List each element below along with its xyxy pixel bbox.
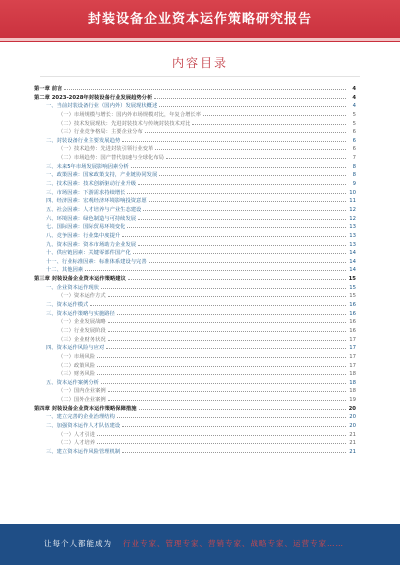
toc-leader-dots [108,390,346,392]
toc-entry[interactable] [34,163,356,172]
toc-entry-page: 16 [349,310,356,317]
toc-entry-label: （三）行业竞争格局：主要企业分布 [58,129,143,136]
toc-entry-label: 十二、其他因素 [46,267,84,274]
toc-entry-label: 十、供应链因素：关键零部件国产化 [46,250,131,257]
toc-entry-label: 八、竞争因素：行业集中度提升 [46,232,121,239]
footer-slogan: 让每个人都能成为 [44,539,112,548]
toc-entry-label: 三、未来5年市场发展影响因素分析 [46,163,129,170]
toc-entry-page: 6 [352,129,356,136]
toc-entry-label: 第四章 封装设备企业资本运作策略保障措施 [34,405,137,412]
toc-entry-page: 15 [349,284,356,291]
toc-leader-dots [127,226,346,228]
table-of-contents [34,85,356,457]
toc-entry-page: 7 [352,155,356,162]
toc-leader-dots [138,183,346,185]
toc-entry[interactable] [34,448,356,457]
toc-entry-page: 15 [349,293,356,300]
toc-entry[interactable] [34,362,356,371]
toc-entry-page: 18 [349,371,356,378]
toc-entry[interactable] [34,223,356,232]
toc-leader-dots [155,148,346,150]
toc-entry[interactable] [34,292,356,301]
toc-entry-page: 17 [349,362,356,369]
toc-entry[interactable] [34,396,356,405]
toc-entry[interactable] [34,275,356,284]
toc-entry-page: 21 [349,448,356,455]
toc-entry-page: 13 [349,224,356,231]
toc-leader-dots [117,416,346,418]
toc-entry-page: 20 [349,422,356,429]
toc-entry-label: 五、资本运作案例分析 [46,379,99,386]
toc-entry-page: 21 [349,440,356,447]
toc-entry-label: 一、建立完善的企业治理结构 [46,414,115,421]
toc-entry[interactable] [34,120,356,129]
toc-leader-dots [101,287,346,289]
toc-entry[interactable] [34,137,356,146]
toc-entry-page: 13 [349,241,356,248]
toc-entry-page: 17 [349,345,356,352]
toc-entry-page: 18 [349,379,356,386]
toc-leader-dots [122,451,346,453]
toc-leader-dots [122,140,346,142]
toc-entry[interactable] [34,379,356,388]
toc-leader-dots [159,105,346,107]
toc-entry[interactable] [34,318,356,327]
toc-entry-label: 一、政策因素：国家政策支持，产业链协同发展 [46,172,158,179]
toc-leader-dots [131,166,346,168]
toc-entry-page: 6 [352,137,356,144]
toc-entry[interactable] [34,232,356,241]
toc-leader-dots [143,209,346,211]
toc-leader-dots [108,321,346,323]
toc-leader-dots [108,339,346,341]
toc-entry-label: 五、社会因素：人才培养与产业生态建设 [46,206,142,213]
toc-entry[interactable] [34,197,356,206]
toc-entry[interactable] [34,327,356,336]
toc-entry[interactable] [34,439,356,448]
toc-leader-dots [145,131,346,133]
toc-entry-label: 二、资本运作模式 [46,302,89,309]
toc-leader-dots [64,88,346,90]
toc-entry-label: （一）市场规模与增长：国内外市场规模对比，年复合增长率 [58,111,202,118]
toc-entry[interactable] [34,189,356,198]
toc-leader-dots [117,313,346,315]
toc-entry-page: 18 [349,388,356,395]
toc-entry-page: 16 [349,327,356,334]
toc-entry-label: 第三章 封装设备企业资本运作策略建议 [34,276,126,283]
toc-entry[interactable] [34,431,356,440]
toc-entry-page: 17 [349,353,356,360]
banner-stripe [0,38,400,41]
toc-entry[interactable] [34,387,356,396]
page-footer [0,524,400,565]
toc-entry[interactable] [34,171,356,180]
toc-entry[interactable] [34,284,356,293]
toc-entry-label: 一、企业资本运作现状 [46,284,99,291]
toc-entry-label: 第一章 前言 [34,86,63,92]
toc-entry[interactable] [34,206,356,215]
toc-entry[interactable] [34,249,356,258]
toc-entry-label: （一）市场风险 [58,353,96,360]
toc-entry-page: 13 [349,232,356,239]
toc-leader-dots [149,261,346,263]
toc-leader-dots [138,218,346,220]
toc-leader-dots [154,97,346,99]
toc-entry-label: 四、经济因素：宏观经济环境影响投资意愿 [46,198,147,205]
toc-entry-page: 16 [349,319,356,326]
toc-entry-label: 二、封装设备行业主要发展趋势 [46,137,121,144]
toc-leader-dots [97,365,346,367]
toc-leader-dots [97,442,346,444]
toc-entry-label: 四、资本运作风险与应对 [46,345,105,352]
toc-entry[interactable] [34,266,356,275]
toc-entry-label: 六、环境因素：绿色制造与可持续发展 [46,215,137,222]
toc-heading-rule [40,76,360,77]
toc-entry-label: 二、技术因素：技术创新驱动行业升级 [46,181,137,188]
toc-entry[interactable] [34,336,356,345]
toc-entry-page: 12 [349,206,356,213]
toc-leader-dots [106,347,346,349]
toc-leader-dots [138,244,346,246]
toc-entry-page: 5 [352,111,356,118]
toc-entry-label: （一）人才引进 [58,431,96,438]
toc-entry-label: （一）企业发展战略 [58,319,106,326]
footer-tagline: 行业专家、管理专家、营销专家、战略专家、运营专家…… [123,539,344,548]
toc-entry[interactable] [34,353,356,362]
toc-entry-page: 21 [349,431,356,438]
toc-entry-page: 6 [352,146,356,153]
toc-entry-page: 4 [352,86,356,92]
toc-entry-label: （三）企业财务状况 [58,336,106,343]
toc-entry-label: 三、建立资本运作风险管理机制 [46,448,121,455]
toc-entry-page: 12 [349,215,356,222]
toc-entry-page: 20 [348,405,356,412]
toc-entry[interactable] [34,215,356,224]
toc-entry[interactable] [34,241,356,250]
toc-entry-page: 11 [349,198,356,205]
toc-entry-label: （二）政策风险 [58,362,96,369]
toc-entry-label: 七、国际因素：国际贸易环境变化 [46,224,126,231]
toc-leader-dots [108,399,346,401]
toc-entry-label: 二、加强资本运作人才队伍建设 [46,422,121,429]
toc-entry[interactable] [34,422,356,431]
toc-entry[interactable] [34,258,356,267]
toc-entry-page: 20 [349,414,356,421]
toc-leader-dots [108,330,346,332]
toc-entry-label: （一）资本运作方式 [58,293,106,300]
toc-entry-label: 第二章 2023-2028年封装设备行业发展趋势分析 [34,94,153,101]
toc-entry[interactable] [34,301,356,310]
toc-leader-dots [101,382,346,384]
toc-entry[interactable] [34,413,356,422]
report-title: 封装设备企业资本运作策略研究报告 [87,12,312,27]
toc-entry-page: 4 [352,94,356,101]
toc-entry[interactable] [34,405,356,414]
toc-leader-dots [85,269,346,271]
toc-entry-page: 5 [352,120,356,127]
toc-entry-page: 15 [348,276,356,283]
toc-leader-dots [108,295,346,297]
toc-entry-page: 14 [349,258,356,265]
toc-entry[interactable] [34,370,356,379]
toc-leader-dots [159,174,346,176]
toc-leader-dots [122,235,346,237]
toc-leader-dots [139,408,347,410]
toc-leader-dots [192,123,346,125]
toc-leader-dots [133,252,346,254]
toc-leader-dots [90,304,346,306]
toc-entry-page: 16 [349,302,356,309]
toc-entry-label: 十一、行业标准因素：标准体系建设与完善 [46,258,147,265]
toc-entry-page: 8 [352,172,356,179]
toc-entry[interactable] [34,180,356,189]
toc-entry-page: 8 [352,163,356,170]
toc-entry-page: 9 [352,181,356,188]
toc-entry[interactable] [34,111,356,120]
toc-entry-label: 一、当前封装设备行业（国内外）发展现状概述 [46,103,158,110]
toc-entry[interactable] [34,85,356,94]
toc-entry-label: （三）财务风险 [58,371,96,378]
toc-entry-label: （二）国外企业案例 [58,397,106,404]
toc-entry-label: 三、资本运作策略与实施路径 [46,310,115,317]
toc-entry[interactable] [34,344,356,353]
toc-entry-page: 19 [349,397,356,404]
toc-entry-page: 14 [349,267,356,274]
toc-leader-dots [203,114,346,116]
toc-entry-page: 4 [352,103,356,110]
toc-leader-dots [97,373,346,375]
toc-entry[interactable] [34,145,356,154]
toc-entry-label: （二）行业发展阶段 [58,327,106,334]
toc-entry-label: （一）技术趋势：先进封装引领行业变革 [58,146,154,153]
toc-leader-dots [149,200,346,202]
toc-leader-dots [122,425,346,427]
toc-leader-dots [128,278,346,280]
toc-entry[interactable] [34,154,356,163]
toc-heading: 内容目录 [171,56,228,70]
toc-entry-page: 14 [349,250,356,257]
toc-entry-page: 17 [349,336,356,343]
toc-leader-dots [97,434,346,436]
toc-leader-dots [166,157,346,159]
toc-entry-label: （二）人才培养 [58,440,96,447]
toc-entry-label: （一）国内企业案例 [58,388,106,395]
toc-entry[interactable] [34,310,356,319]
toc-leader-dots [97,356,346,358]
toc-entry-page: 10 [349,189,356,196]
toc-entry-label: （二）市场趋势：国产替代加速与全球化布局 [58,155,164,162]
toc-entry[interactable] [34,102,356,111]
toc-entry[interactable] [34,94,356,103]
toc-leader-dots [127,192,346,194]
toc-entry-label: 九、资本因素：资本市场助力企业发展 [46,241,137,248]
toc-entry-label: 三、市场因素：下游需求持续增长 [46,189,126,196]
toc-entry-label: （二）技术发展现状：先进封装技术与传统封装技术对比 [58,120,191,127]
toc-entry[interactable] [34,128,356,137]
